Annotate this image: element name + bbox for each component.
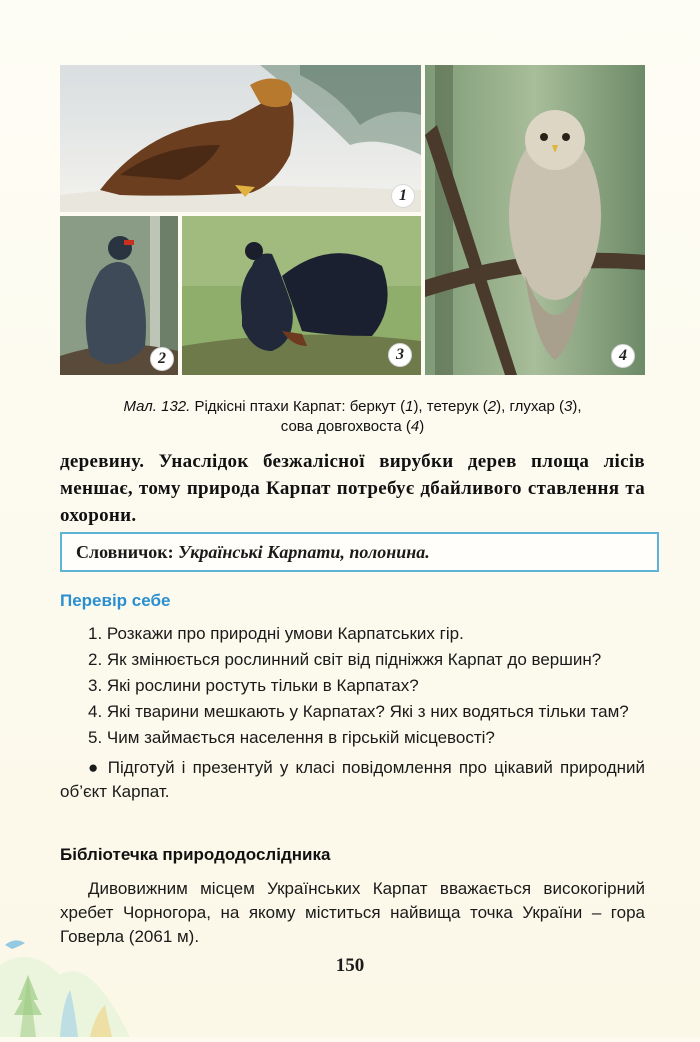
library-text: Дивовижним місцем Українських Карпат вважається високогірний хребет Чорногора, на якому міститься найвища точка України – гора Говерла (2061 м). <box>60 879 645 946</box>
task-item: ● Підготуй і презентуй у класі повідомлення про цікавий природний об’єкт Карпат. <box>60 758 645 801</box>
question-item: 5. Чим займається населення в гірській місцевості? <box>88 728 495 747</box>
caption-text: ) <box>419 418 425 435</box>
question-list <box>60 622 645 806</box>
photo-ural-owl <box>425 65 645 375</box>
body-paragraph: деревину. Унаслідок безжалісної вирубки дерев площа лісів меншає, тому природа Карпат потребує дбайливого ставлення та охорони. <box>60 451 645 526</box>
caption-prefix: Мал. 132. <box>123 398 191 415</box>
caption-text: ), <box>572 398 582 415</box>
photo-black-grouse <box>60 216 178 375</box>
dictionary-label: Словничок: <box>76 542 174 562</box>
caption-text: сова довгохвоста ( <box>280 418 411 435</box>
question-item: 2. Як змінюється рослинний світ від підніжжя Карпат до вершин? <box>88 650 602 669</box>
caption-text: Рідкісні птахи Карпат: беркут ( <box>190 398 406 415</box>
caption-text: ), глухар ( <box>496 398 565 415</box>
photo-number-badge: 2 <box>150 347 174 371</box>
library-title: Бібліотечка природодослідника <box>60 845 331 864</box>
figure-caption <box>60 397 645 437</box>
caption-number: 1 <box>405 398 414 415</box>
check-yourself-title: Перевір себе <box>60 591 171 610</box>
photo-number-badge: 4 <box>611 344 635 368</box>
page-number: 150 <box>335 955 365 976</box>
caption-number: 2 <box>487 398 497 415</box>
caption-number: 4 <box>410 418 420 435</box>
question-item: 4. Які тварини мешкають у Карпатах? Які з них водяться тільки там? <box>88 702 629 721</box>
photo-number-badge: 1 <box>391 184 415 208</box>
photo-golden-eagle <box>60 65 421 212</box>
dictionary-box <box>60 532 659 572</box>
question-item: 3. Які рослини ростуть тільки в Карпатах? <box>88 676 419 695</box>
caption-number: 3 <box>564 398 573 415</box>
plant-decoration <box>0 905 130 1037</box>
question-item: 1. Розкажи про природні умови Карпатських гір. <box>88 624 464 643</box>
photo-capercaillie <box>182 216 421 375</box>
photo-number-badge: 3 <box>388 343 412 367</box>
dictionary-terms: Українські Карпати, полонина. <box>178 542 430 562</box>
caption-text: ), тетерук ( <box>413 398 488 415</box>
